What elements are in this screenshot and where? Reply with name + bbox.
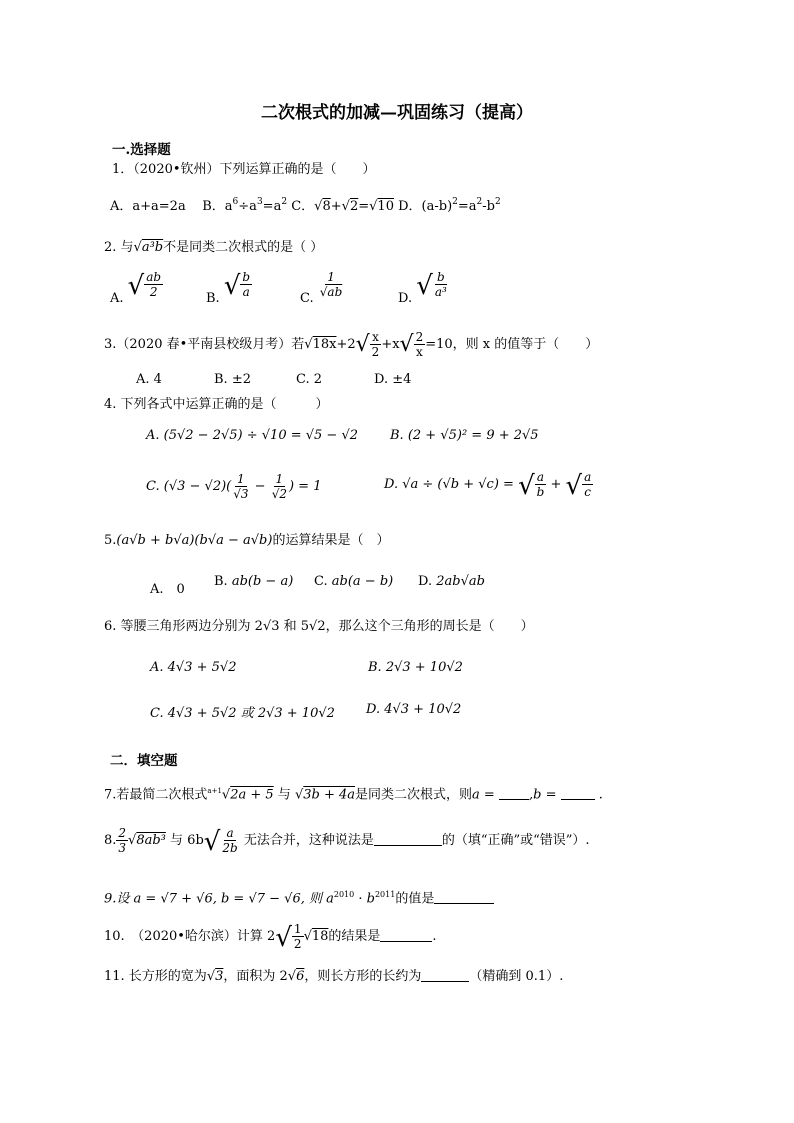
section-choice-heading: 一.选择题 (112, 142, 171, 158)
q3-option-d: D. ±4 (374, 372, 412, 387)
q4-option-d: D. √a ÷ (√b + √c) = √ $\frac{a}{b}$ + √ $\frac{a}{c}$ (384, 470, 592, 501)
q5-option-b: B. ab(b − a) (214, 574, 294, 589)
q5-option-c: C. ab(a − b) (314, 574, 394, 589)
q2-option-c: C. $\frac{1}{√ab}$ (300, 270, 343, 306)
q11-stem: 11. 长方形的宽为√3，面积为 2√6，则长方形的长约为 （精确到 0.1）. (104, 969, 564, 984)
q8-stem: 8. $\frac{2}{3}$ √8ab³ 与 6b√ $\frac{a}{2b}$ 无法合并，这种说法是 的（填“正确”或“错误”）. (104, 826, 590, 857)
q10-blank (380, 929, 432, 942)
q2-stem: 2. 与√a³b不是同类二次根式的是（ ） (104, 240, 324, 255)
q1-option-a: A．a+a=2a (110, 199, 186, 214)
q6-option-c: C. 4√3 + 5√2 或 2√3 + 10√2 (150, 706, 335, 721)
q6-stem: 6. 等腰三角形两边分别为 2√3 和 5√2，那么这个三角形的周长是（ ） (104, 619, 534, 634)
q9-blank (434, 891, 494, 904)
q5-option-a: A. 0 (150, 582, 185, 597)
q3-stem: 3.（2020 春•平南县校级月考）若√18x+2√ $\frac{x}{2}$ +x√ $\frac{2}{x}$ =10，则 x 的值等于（ ） (104, 330, 599, 359)
q1-option-b: B．$a^6\div a^3=a^2$ (202, 197, 288, 214)
q1-options (110, 193, 501, 216)
q4-stem: 4. 下列各式中运算正确的是（ ） (104, 397, 329, 412)
q11-blank (421, 969, 469, 982)
q2-option-d: D. √ $\frac{b}{\text{a³}}$ (398, 270, 447, 306)
q6-option-b: B. 2√3 + 10√2 (368, 660, 463, 675)
q7-stem: 7.若最简二次根式$^{a+1}$√2a + 5 与 √3b + 4a是同类二次根式，则a = ,b = . (104, 787, 603, 803)
q5-stem: 5.(a√b + b√a)(b√a − a√b)的运算结果是（ ） (104, 533, 390, 548)
q6-option-a: A. 4√3 + 5√2 (150, 660, 237, 675)
q4-option-c: C. (√3 − √2)( $\frac{1}{√3}$ − $\frac{1}{√2}$ ) = 1 (146, 472, 322, 501)
q6-option-d: D. 4√3 + 10√2 (366, 702, 462, 717)
q7-a-blank (499, 787, 529, 800)
q10-stem: 10. （2020•哈尔滨）计算 2√ $\frac{1}{2}$ √18的结果是 . (104, 922, 437, 953)
q5-option-d: D. 2ab√ab (418, 574, 485, 589)
page-title: 二次根式的加减—巩固练习（提高） (261, 103, 533, 123)
q1-option-c: C．√8+√2=√10 (291, 198, 394, 214)
q2-option-a: A. √ $\frac{ab}{2}$ (110, 270, 162, 306)
q2-option-b: B. √ $\frac{b}{a}$ (206, 270, 251, 306)
q1-option-d: D．$(a-b)^2=a^2-b^2$ (398, 197, 501, 214)
q4-option-a: A. (5√2 − 2√5) ÷ √10 = √5 − √2 (146, 428, 359, 443)
q3-option-c: C. 2 (296, 372, 323, 387)
q8-blank (374, 833, 442, 846)
q3-option-b: B. ±2 (214, 372, 251, 387)
q4-option-b: B. (2 + √5)² = 9 + 2√5 (390, 428, 539, 443)
q9-stem: 9.设 a = √7 + √6, b = √7 − √6, 则 $a^{2010} \cdot b^{2011}$的值是 (104, 886, 494, 908)
q1-stem: 1．（2020•钦州）下列运算正确的是（ ） (112, 162, 376, 177)
q3-option-a: A. 4 (136, 372, 162, 387)
section-fill-heading: 二．填空题 (110, 753, 178, 769)
q7-b-blank (561, 787, 595, 800)
